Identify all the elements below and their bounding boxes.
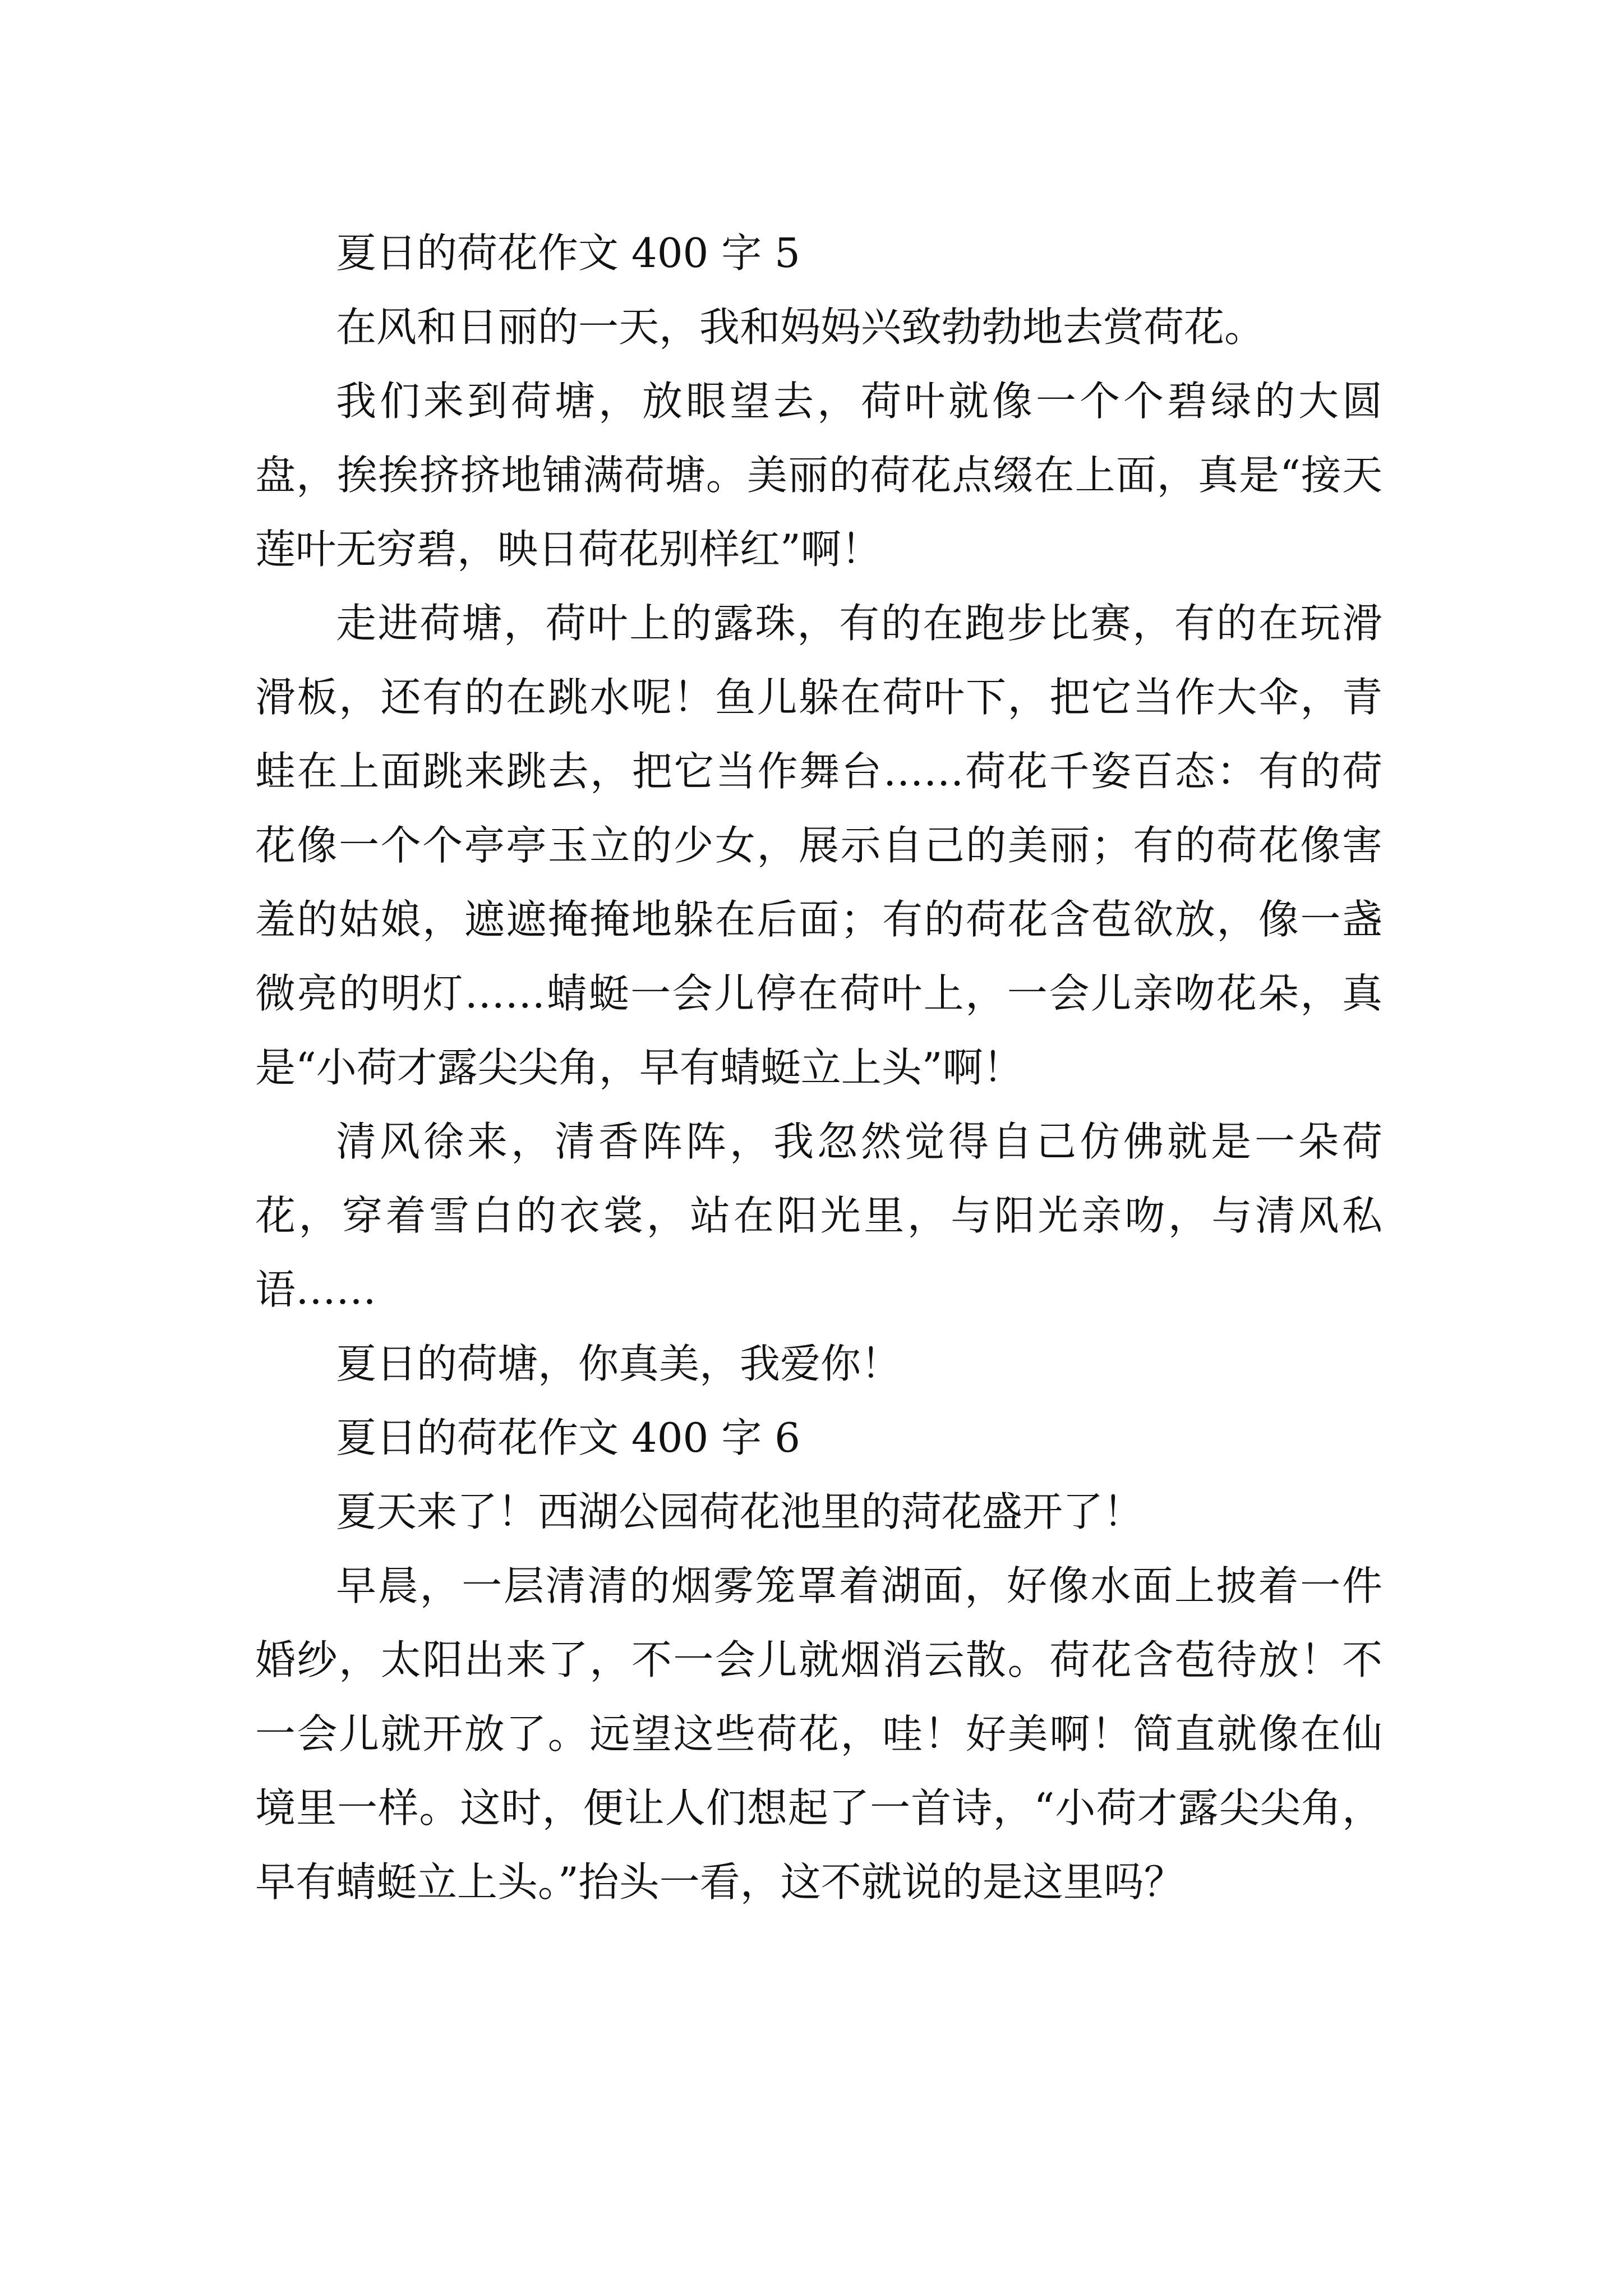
essay-5-heading: 夏日的荷花作文 400 字 5 (336, 229, 800, 277)
essay-6-heading: 夏日的荷花作文 400 字 6 (336, 1414, 800, 1461)
essay-5-paragraph-1: 在风和日丽的一天，我和妈妈兴致勃勃地去赏荷花。 (336, 303, 1265, 351)
essay-6-paragraph-2: 早晨，一层清清的烟雾笼罩着湖面，好像水面上披着一件婚纱，太阳出来了，不一会儿就烟消云散。荷花含苞待放！不一会儿就开放了。远望这些荷花，哇！好美啊！简直就像在仙境里一样。这时，便让人们想起了一首诗，“小荷才露尖尖角，早有蜻蜓立上头。”抬头一看，这不就说的是这里吗？ (255, 1562, 1382, 1906)
essay-5-paragraph-5: 夏日的荷塘，你真美，我爱你！ (336, 1340, 902, 1387)
document-page (255, 216, 1382, 1919)
essay-6-paragraph-1: 夏天来了！西湖公园荷花池里的菏花盛开了！ (336, 1488, 1144, 1535)
essay-5-paragraph-3: 走进荷塘，荷叶上的露珠，有的在跑步比赛，有的在玩滑滑板，还有的在跳水呢！鱼儿躲在荷叶下，把它当作大伞，青蛙在上面跳来跳去，把它当作舞台……荷花千姿百态：有的荷花像一个个亭亭玉立的少女，展示自己的美丽；有的荷花像害羞的姑娘，遮遮掩掩地躲在后面；有的荷花含苞欲放，像一盏微亮的明灯……蜻蜓一会儿停在荷叶上，一会儿亲吻花朵，真是“小荷才露尖尖角，早有蜻蜓立上头”啊！ (255, 600, 1382, 1091)
essay-5-paragraph-4: 清风徐来，清香阵阵，我忽然觉得自己仿佛就是一朵荷花，穿着雪白的衣裳，站在阳光里，与阳光亲吻，与清风私语…… (255, 1118, 1382, 1313)
essay-5-paragraph-2: 我们来到荷塘，放眼望去，荷叶就像一个个碧绿的大圆盘，挨挨挤挤地铺满荷塘。美丽的荷花点缀在上面，真是“接天莲叶无穷碧，映日荷花别样红”啊！ (255, 378, 1382, 573)
